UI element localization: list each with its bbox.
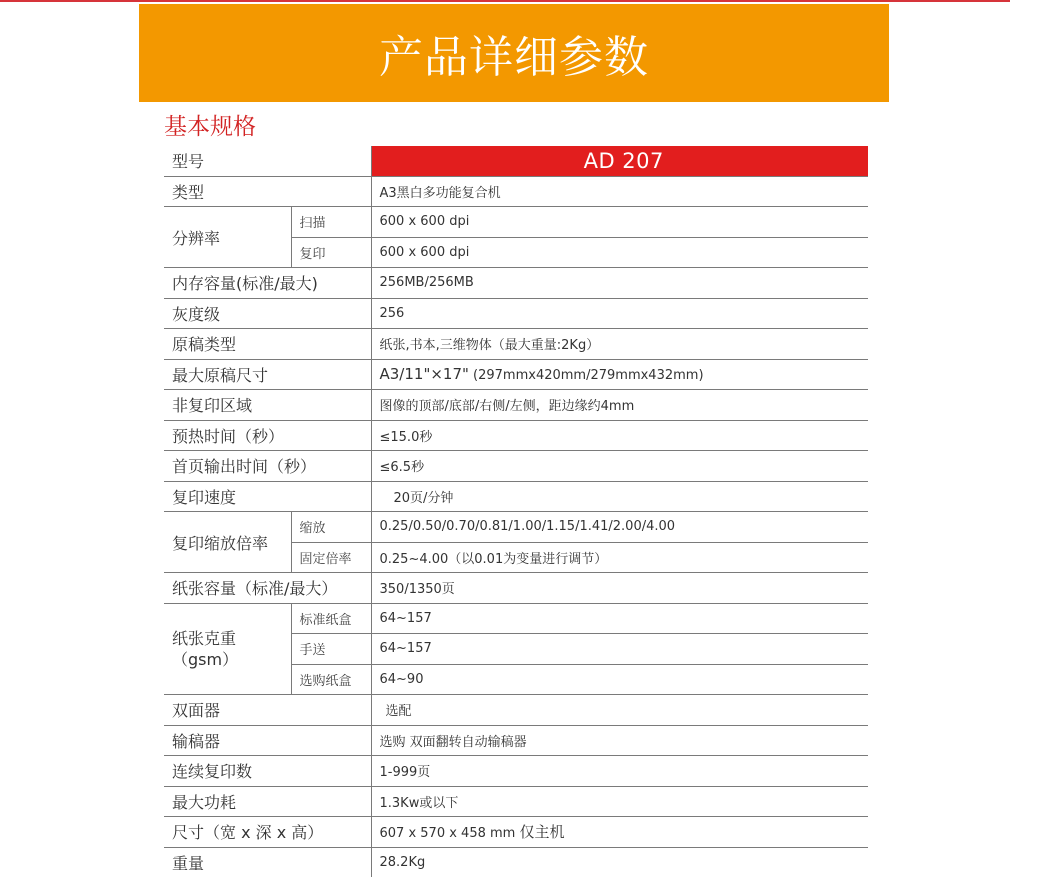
row-value-copy: 600 x 600 dpi	[371, 237, 868, 268]
row-label-paper-weight	[164, 603, 291, 695]
paper-weight-label-line2: （gsm）	[172, 649, 239, 669]
row-value-original-type: 纸张,书本,三维物体（最大重量:2Kg）	[371, 329, 868, 360]
row-value-dimensions	[371, 817, 868, 848]
dimensions-main: 607 x 570 x 458 mm	[379, 826, 520, 842]
row-value-power: 1.3Kw或以下	[371, 786, 868, 817]
table-row	[164, 329, 868, 360]
original-size-main: A3/11"×17"	[379, 365, 469, 384]
row-label-zoom: 复印缩放倍率	[164, 512, 291, 573]
sub-label-manual-feed: 手送	[291, 634, 371, 665]
table-row	[164, 573, 868, 604]
row-label-model: 型号	[164, 146, 371, 176]
section-title: 基本规格	[164, 114, 256, 140]
row-label-weight: 重量	[164, 847, 371, 877]
row-value-warmup: ≤15.0秒	[371, 420, 868, 451]
sub-label-zoom-preset: 缩放	[291, 512, 371, 543]
table-row	[164, 298, 868, 329]
row-label-first-copy: 首页输出时间（秒）	[164, 451, 371, 482]
row-value-standard-tray: 64~157	[371, 603, 868, 634]
table-row	[164, 207, 868, 238]
table-row	[164, 603, 868, 634]
table-row	[164, 451, 868, 482]
row-value-zoom-fixed: 0.25~4.00（以0.01为变量进行调节）	[371, 542, 868, 573]
row-value-feeder: 选购 双面翻转自动输稿器	[371, 725, 868, 756]
row-value-scan: 600 x 600 dpi	[371, 207, 868, 238]
table-row	[164, 390, 868, 421]
row-value-memory: 256MB/256MB	[371, 268, 868, 299]
row-label-original-type: 原稿类型	[164, 329, 371, 360]
row-label-feeder: 输稿器	[164, 725, 371, 756]
page-banner	[139, 4, 889, 102]
row-label-warmup: 预热时间（秒）	[164, 420, 371, 451]
row-label-copy-speed: 复印速度	[164, 481, 371, 512]
row-value-duplex: 选配	[371, 695, 868, 726]
table-row	[164, 176, 868, 207]
table-row	[164, 420, 868, 451]
row-label-memory: 内存容量(标准/最大)	[164, 268, 371, 299]
spec-table	[164, 146, 868, 877]
row-label-grayscale: 灰度级	[164, 298, 371, 329]
table-row	[164, 725, 868, 756]
row-label-resolution: 分辨率	[164, 207, 291, 268]
sub-label-scan: 扫描	[291, 207, 371, 238]
row-label-power: 最大功耗	[164, 786, 371, 817]
row-value-weight: 28.2Kg	[379, 854, 426, 870]
original-size-detail: (297mmx420mm/279mmx432mm)	[468, 368, 704, 384]
top-divider-line	[0, 0, 1010, 2]
row-label-continuous: 连续复印数	[164, 756, 371, 787]
row-value-manual-feed: 64~157	[371, 634, 868, 665]
sub-label-zoom-fixed: 固定倍率	[291, 542, 371, 573]
row-label-dimensions: 尺寸（宽 x 深 x 高）	[164, 817, 371, 848]
sub-label-standard-tray: 标准纸盒	[291, 603, 371, 634]
row-value-grayscale: 256	[371, 298, 868, 329]
table-row	[164, 817, 868, 848]
row-value-optional-tray: 64~90	[371, 664, 868, 695]
sub-label-copy: 复印	[291, 237, 371, 268]
banner-title: 产品详细参数	[379, 32, 649, 83]
table-row	[164, 756, 868, 787]
table-row	[164, 786, 868, 817]
row-value-paper-capacity: 350/1350页	[371, 573, 868, 604]
row-value-original-size	[371, 359, 868, 390]
row-value-zoom-preset: 0.25/0.50/0.70/0.81/1.00/1.15/1.41/2.00/4.00	[371, 512, 868, 543]
table-row	[164, 268, 868, 299]
row-value-type: A3黑白多功能复合机	[371, 176, 868, 207]
row-label-paper-capacity: 纸张容量（标准/最大）	[164, 573, 371, 604]
table-row	[164, 695, 868, 726]
row-label-non-copy-area: 非复印区域	[164, 390, 371, 421]
row-label-duplex: 双面器	[164, 695, 371, 726]
table-row	[164, 847, 868, 877]
sub-label-optional-tray: 选购纸盒	[291, 664, 371, 695]
row-value-first-copy: ≤6.5秒	[371, 451, 868, 482]
row-value-non-copy-area: 图像的顶部/底部/右侧/左侧，距边缘约4mm	[371, 390, 868, 421]
model-name: AD 207	[371, 146, 868, 176]
table-row	[164, 512, 868, 543]
table-row	[164, 146, 868, 176]
paper-weight-label-line1: 纸张克重	[172, 628, 237, 648]
table-row	[164, 481, 868, 512]
table-row	[164, 359, 868, 390]
row-label-type: 类型	[164, 176, 371, 207]
row-value-continuous: 1-999页	[371, 756, 868, 787]
row-label-original-size: 最大原稿尺寸	[164, 359, 371, 390]
row-value-copy-speed: 20页/分钟	[371, 481, 868, 512]
dimensions-extra: 仅主机	[519, 823, 565, 842]
